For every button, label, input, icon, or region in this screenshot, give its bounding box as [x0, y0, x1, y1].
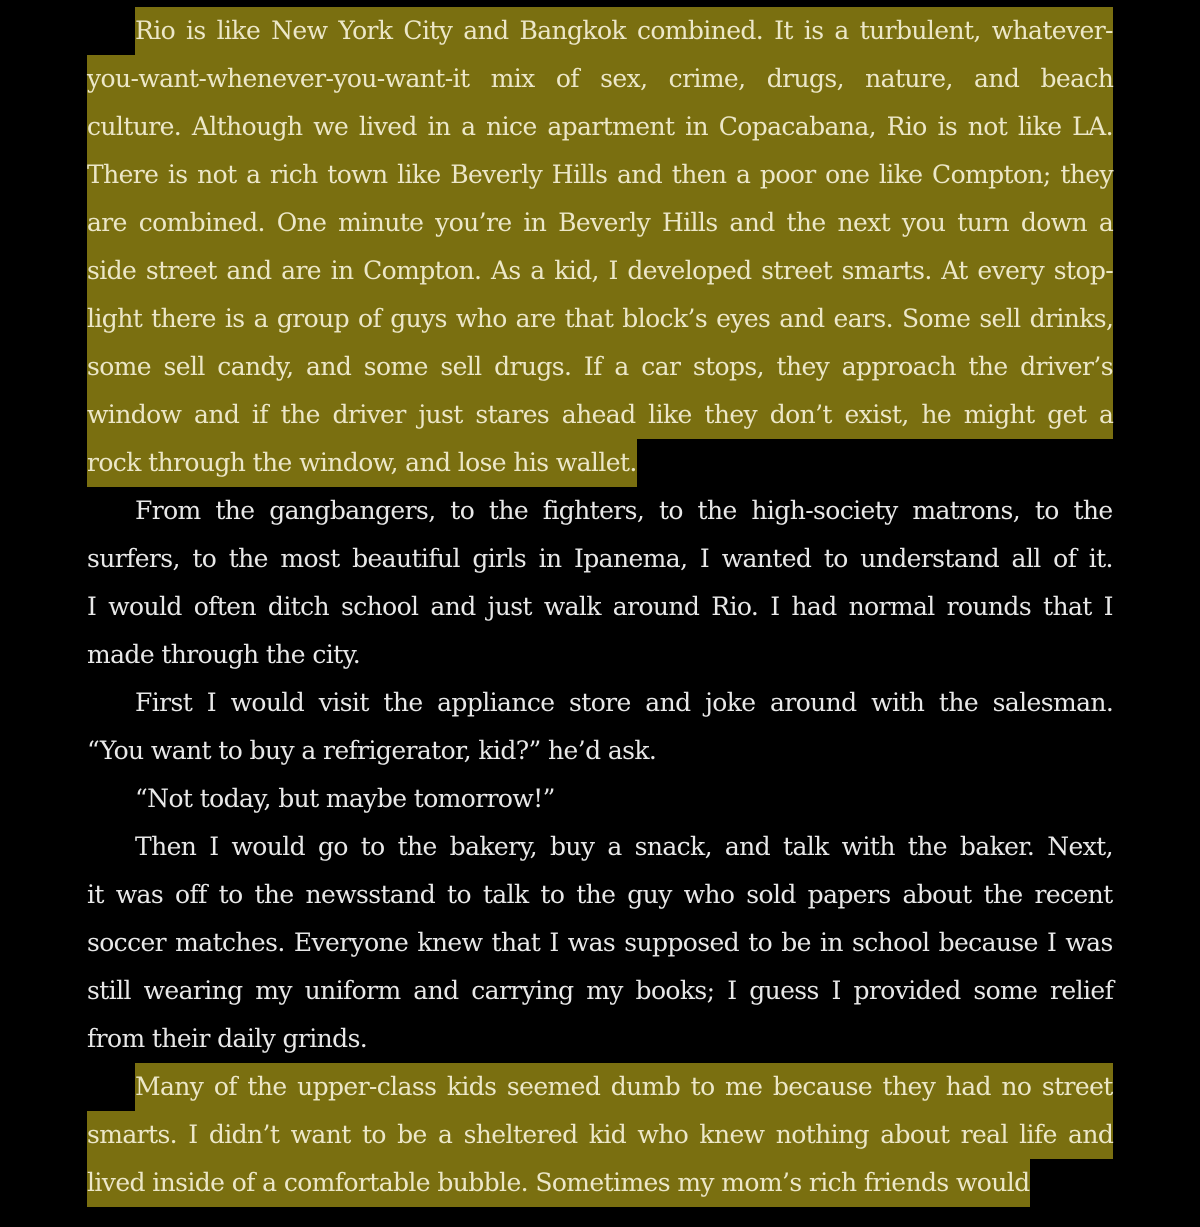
paragraph: [87, 679, 1113, 775]
text-column: [87, 7, 1113, 1207]
text-line: it was off to the newsstand to talk to the guy who sold papers about the recent: [87, 880, 1113, 909]
highlighted-text-line: There is not a rich town like Beverly Hills and then a poor one like Compton; they: [87, 151, 1113, 199]
highlighted-text-line: smarts. I didn’t want to be a sheltered kid who knew nothing about real life and: [87, 1111, 1113, 1159]
text-line: soccer matches. Everyone knew that I was supposed to be in school because I was: [87, 928, 1113, 957]
highlighted-text-line: you-want-whenever-you-want-it mix of sex, crime, drugs, nature, and beach: [87, 55, 1113, 103]
text-line: “You want to buy a refrigerator, kid?” he’d ask.: [87, 736, 657, 765]
highlighted-text-line: lived inside of a comfortable bubble. Sometimes my mom’s rich friends would: [87, 1159, 1030, 1207]
highlighted-text-line: Rio is like New York City and Bangkok combined. It is a turbulent, whatever-: [135, 7, 1113, 55]
highlighted-text-line: some sell candy, and some sell drugs. If a car stops, they approach the driver’s: [87, 343, 1113, 391]
text-line: Then I would go to the bakery, buy a snack, and talk with the baker. Next,: [135, 832, 1113, 861]
highlighted-text-line: window and if the driver just stares ahead like they don’t exist, he might get a: [87, 391, 1113, 439]
text-line: still wearing my uniform and carrying my books; I guess I provided some relief: [87, 976, 1114, 1005]
highlighted-text-line: light there is a group of guys who are that block’s eyes and ears. Some sell drinks,: [87, 295, 1113, 343]
text-line: I would often ditch school and just walk around Rio. I had normal rounds that I: [87, 592, 1113, 621]
paragraph: [87, 823, 1113, 1063]
highlighted-text-line: Many of the upper-class kids seemed dumb to me because they had no street: [135, 1063, 1113, 1111]
highlighted-paragraph: [87, 1063, 1113, 1207]
highlighted-text-line: culture. Although we lived in a nice apartment in Copacabana, Rio is not like LA.: [87, 103, 1113, 151]
highlighted-paragraph: [87, 7, 1113, 487]
highlighted-text-line: side street and are in Compton. As a kid, I developed street smarts. At every stop-: [87, 247, 1113, 295]
text-line: From the gangbangers, to the fighters, to the high-society matrons, to the: [135, 496, 1113, 525]
text-line: surfers, to the most beautiful girls in Ipanema, I wanted to understand all of it.: [87, 544, 1113, 573]
text-line: “Not today, but maybe tomorrow!”: [135, 784, 555, 813]
paragraph: [87, 775, 1113, 823]
text-line: First I would visit the appliance store and joke around with the salesman.: [135, 688, 1114, 717]
highlighted-text-line: are combined. One minute you’re in Beverly Hills and the next you turn down a: [87, 199, 1113, 247]
paragraph: [87, 487, 1113, 679]
highlighted-text-line: rock through the window, and lose his wallet.: [87, 439, 637, 487]
text-line: from their daily grinds.: [87, 1024, 368, 1053]
text-line: made through the city.: [87, 640, 361, 669]
